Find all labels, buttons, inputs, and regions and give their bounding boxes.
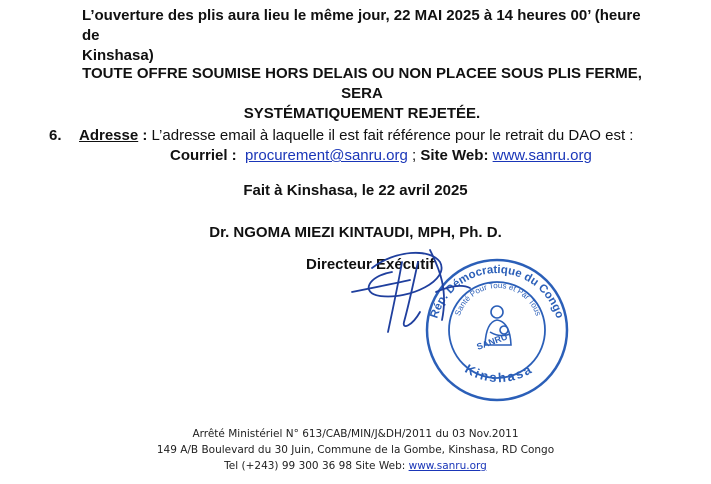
footer-phone: Tel (+243) 99 300 36 98 Site Web:: [224, 460, 409, 472]
official-stamp: [427, 260, 567, 400]
footer-address: 149 A/B Boulevard du 30 Juin, Commune de la Gombe, Kinshasa, RD Congo: [156, 444, 555, 456]
email-link[interactable]: procurement@sanru.org: [245, 147, 408, 164]
site-link[interactable]: www.sanru.org: [492, 147, 592, 164]
item-number: 6.: [49, 127, 62, 144]
site-label: Site Web: [420, 147, 484, 164]
stamp-org: SANRU: [475, 331, 509, 352]
address-label: Adresse: [79, 127, 139, 144]
signer-name: Dr. NGOMA MIEZI KINTAUDI, MPH, Ph. D.: [209, 224, 502, 241]
address-sep: :: [138, 127, 148, 144]
site-colon: :: [483, 147, 489, 164]
opening-notice-line1: L’ouverture des plis aura lieu le même jour, 22 MAI 2025 à 14 heures 00’ (heure de: [82, 7, 641, 44]
footer-decree: Arrêté Ministériel N° 613/CAB/MIN/J&DH/2011 du 03 Nov.2011: [192, 428, 519, 440]
stamp-city: Kinshasa: [462, 360, 536, 386]
address-text: L’adresse email à laquelle il est fait référence pour le retrait du DAO est :: [147, 127, 634, 144]
site-separator: ;: [407, 147, 421, 164]
opening-notice-line2: Kinshasa): [82, 47, 154, 64]
stamp-outer-text: Rép. Démocratique du Congo: [428, 264, 566, 320]
footer-contact: [0, 460, 711, 472]
signer-title: Directeur Exécutif: [306, 256, 435, 273]
email-label: Courriel :: [170, 147, 237, 164]
place-date: Fait à Kinshasa, le 22 avril 2025: [243, 182, 468, 199]
footer-site-link[interactable]: www.sanru.org: [408, 460, 487, 472]
stamp-inner-text: Santé Pour Tous et Par Tous: [453, 280, 543, 317]
warning-line1: TOUTE OFFRE SOUMISE HORS DELAIS OU NON PLACEE SOUS PLIS FERME, SERA: [82, 65, 642, 102]
warning-line2: SYSTÉMATIQUEMENT REJETÉE.: [243, 105, 481, 122]
